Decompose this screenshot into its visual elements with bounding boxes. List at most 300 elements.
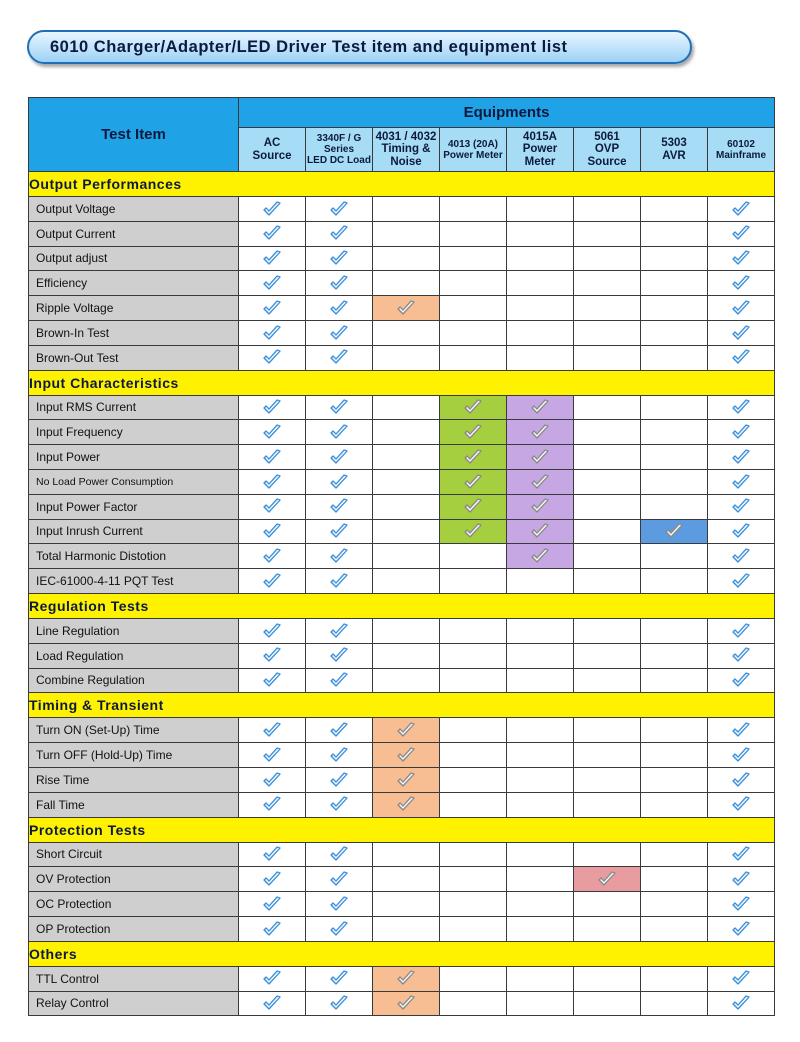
check-cell: [440, 469, 507, 494]
checkmark-icon: [262, 398, 282, 415]
check-cell: [708, 469, 775, 494]
test-item-label: OP Protection: [29, 916, 239, 941]
check-cell: [239, 916, 306, 941]
empty-cell: [574, 519, 641, 544]
check-cell: [239, 643, 306, 668]
table-row: [29, 519, 775, 544]
empty-cell: [641, 345, 708, 370]
equipment-column-header-line: Power Meter: [443, 149, 503, 161]
empty-cell: [373, 916, 440, 941]
checkmark-icon: [329, 398, 349, 415]
test-item-label: Turn OFF (Hold-Up) Time: [29, 743, 239, 768]
checkmark-icon: [731, 796, 751, 813]
check-cell: [306, 718, 373, 743]
equipment-column-header-line: Series: [323, 144, 355, 155]
check-cell: [708, 718, 775, 743]
checkmark-icon: [731, 398, 751, 415]
check-cell: [708, 197, 775, 222]
table-row: [29, 544, 775, 569]
checkmark-icon: [329, 870, 349, 887]
check-cell: [306, 569, 373, 594]
table-row: [29, 494, 775, 519]
check-cell: [708, 767, 775, 792]
empty-cell: [373, 320, 440, 345]
empty-cell: [641, 867, 708, 892]
check-cell: [708, 966, 775, 991]
checkmark-icon: [731, 970, 751, 987]
table-row: [29, 569, 775, 594]
checkmark-icon: [396, 796, 416, 813]
check-cell: [306, 618, 373, 643]
test-item-label: OC Protection: [29, 892, 239, 917]
section-row: [29, 593, 775, 618]
equipment-column-header: [708, 128, 775, 172]
empty-cell: [507, 743, 574, 768]
empty-cell: [641, 395, 708, 420]
equipment-column-header-line: Noise: [390, 155, 422, 168]
empty-cell: [373, 519, 440, 544]
equipment-column-header-line: Source: [252, 149, 292, 162]
checkmark-icon: [329, 796, 349, 813]
equipment-column-header-line: Meter: [524, 155, 556, 168]
test-item-label: No Load Power Consumption: [29, 469, 239, 494]
table-row: [29, 320, 775, 345]
checkmark-icon: [731, 746, 751, 763]
empty-cell: [574, 271, 641, 296]
test-item-label: Output Current: [29, 221, 239, 246]
empty-cell: [440, 246, 507, 271]
test-item-label: Efficiency: [29, 271, 239, 296]
test-item-label: Rise Time: [29, 767, 239, 792]
empty-cell: [574, 569, 641, 594]
check-cell: [708, 395, 775, 420]
equipment-column-header: [373, 128, 440, 172]
test-item-label: Total Harmonic Distotion: [29, 544, 239, 569]
checkmark-icon: [731, 771, 751, 788]
empty-cell: [373, 494, 440, 519]
empty-cell: [440, 718, 507, 743]
equipment-column-header-line: 4015A: [523, 130, 557, 143]
checkmark-icon: [463, 423, 483, 440]
empty-cell: [373, 395, 440, 420]
empty-cell: [574, 445, 641, 470]
empty-cell: [574, 246, 641, 271]
empty-cell: [641, 743, 708, 768]
empty-cell: [440, 197, 507, 222]
empty-cell: [507, 991, 574, 1016]
checkmark-icon: [731, 423, 751, 440]
check-cell: [239, 892, 306, 917]
checkmark-icon: [329, 423, 349, 440]
test-item-label: Line Regulation: [29, 618, 239, 643]
equipment-column-header-line: Power: [522, 143, 558, 156]
check-cell: [306, 668, 373, 693]
checkmark-icon: [329, 746, 349, 763]
checkmark-icon: [731, 522, 751, 539]
checkmark-icon: [262, 870, 282, 887]
empty-cell: [641, 792, 708, 817]
empty-cell: [641, 197, 708, 222]
empty-cell: [507, 296, 574, 321]
empty-cell: [574, 494, 641, 519]
empty-cell: [373, 643, 440, 668]
checkmark-icon: [731, 920, 751, 937]
check-cell: [373, 991, 440, 1016]
table-row: [29, 966, 775, 991]
empty-cell: [574, 544, 641, 569]
checkmark-icon: [329, 522, 349, 539]
checkmark-icon: [731, 572, 751, 589]
check-cell: [306, 842, 373, 867]
section-row: [29, 370, 775, 395]
test-item-label: OV Protection: [29, 867, 239, 892]
check-cell: [708, 842, 775, 867]
section-title: Regulation Tests: [29, 593, 775, 618]
checkmark-icon: [396, 970, 416, 987]
checkmark-icon: [329, 473, 349, 490]
empty-cell: [641, 718, 708, 743]
checkmark-icon: [463, 473, 483, 490]
check-cell: [708, 320, 775, 345]
table-row: [29, 867, 775, 892]
equipment-column-header: [574, 128, 641, 172]
checkmark-icon: [731, 448, 751, 465]
empty-cell: [440, 320, 507, 345]
checkmark-icon: [262, 920, 282, 937]
empty-cell: [574, 420, 641, 445]
checkmark-icon: [396, 771, 416, 788]
empty-cell: [373, 445, 440, 470]
test-item-label: Input Frequency: [29, 420, 239, 445]
checkmark-icon: [463, 448, 483, 465]
checkmark-icon: [530, 547, 550, 564]
check-cell: [239, 395, 306, 420]
check-cell: [708, 420, 775, 445]
empty-cell: [373, 618, 440, 643]
empty-cell: [574, 395, 641, 420]
empty-cell: [373, 842, 440, 867]
equipment-column-header: [306, 128, 373, 172]
test-item-label: Input Inrush Current: [29, 519, 239, 544]
check-cell: [306, 271, 373, 296]
table-row: [29, 345, 775, 370]
checkmark-icon: [664, 522, 684, 539]
checkmark-icon: [262, 299, 282, 316]
empty-cell: [574, 718, 641, 743]
check-cell: [306, 469, 373, 494]
empty-cell: [641, 494, 708, 519]
checkmark-icon: [731, 274, 751, 291]
check-cell: [306, 991, 373, 1016]
check-cell: [708, 296, 775, 321]
check-cell: [306, 892, 373, 917]
checkmark-icon: [530, 522, 550, 539]
checkmark-icon: [463, 522, 483, 539]
empty-cell: [507, 916, 574, 941]
equipment-column-header: [507, 128, 574, 172]
checkmark-icon: [262, 622, 282, 639]
empty-cell: [373, 569, 440, 594]
checkmark-icon: [262, 498, 282, 515]
empty-cell: [440, 296, 507, 321]
test-item-label: IEC-61000-4-11 PQT Test: [29, 569, 239, 594]
check-cell: [239, 618, 306, 643]
check-cell: [373, 296, 440, 321]
table-row: [29, 296, 775, 321]
check-cell: [239, 469, 306, 494]
check-cell: [708, 221, 775, 246]
empty-cell: [574, 792, 641, 817]
equipment-column-header-line: Timing &: [381, 143, 431, 156]
empty-cell: [507, 221, 574, 246]
checkmark-icon: [530, 423, 550, 440]
check-cell: [708, 991, 775, 1016]
check-cell: [239, 842, 306, 867]
check-cell: [708, 445, 775, 470]
empty-cell: [373, 246, 440, 271]
page-title: 6010 Charger/Adapter/LED Driver Test item and equipment list: [50, 37, 568, 56]
check-cell: [239, 718, 306, 743]
checkmark-icon: [329, 994, 349, 1011]
check-cell: [708, 792, 775, 817]
check-cell: [306, 916, 373, 941]
checkmark-icon: [262, 647, 282, 664]
checkmark-icon: [262, 671, 282, 688]
check-cell: [708, 569, 775, 594]
empty-cell: [373, 345, 440, 370]
empty-cell: [641, 991, 708, 1016]
check-cell: [239, 197, 306, 222]
empty-cell: [373, 544, 440, 569]
checkmark-icon: [530, 473, 550, 490]
check-cell: [708, 668, 775, 693]
empty-cell: [373, 197, 440, 222]
equipment-column-header-line: AC: [263, 136, 281, 149]
checkmark-icon: [731, 994, 751, 1011]
table-row: [29, 792, 775, 817]
table-row: [29, 246, 775, 271]
check-cell: [440, 420, 507, 445]
check-cell: [306, 519, 373, 544]
empty-cell: [641, 246, 708, 271]
test-item-label: Relay Control: [29, 991, 239, 1016]
empty-cell: [574, 991, 641, 1016]
check-cell: [239, 420, 306, 445]
empty-cell: [440, 892, 507, 917]
checkmark-icon: [329, 299, 349, 316]
empty-cell: [574, 618, 641, 643]
test-item-label: Output Voltage: [29, 197, 239, 222]
check-cell: [507, 519, 574, 544]
checkmark-icon: [329, 771, 349, 788]
checkmark-icon: [597, 870, 617, 887]
equipment-column-header-line: LED DC Load: [307, 155, 371, 166]
checkmark-icon: [262, 448, 282, 465]
checkmark-icon: [731, 200, 751, 217]
empty-cell: [440, 743, 507, 768]
checkmark-icon: [463, 498, 483, 515]
empty-cell: [440, 867, 507, 892]
equipment-column-header-line: 4031 / 4032: [375, 130, 437, 143]
check-cell: [306, 767, 373, 792]
empty-cell: [574, 296, 641, 321]
checkmark-icon: [329, 970, 349, 987]
checkmark-icon: [329, 895, 349, 912]
equipment-column-header-line: 3340F / G: [316, 133, 362, 144]
equipment-column-header: [440, 128, 507, 172]
empty-cell: [440, 792, 507, 817]
empty-cell: [641, 320, 708, 345]
test-item-label: Input Power Factor: [29, 494, 239, 519]
empty-cell: [373, 668, 440, 693]
checkmark-icon: [262, 423, 282, 440]
check-cell: [708, 916, 775, 941]
empty-cell: [507, 892, 574, 917]
table-row: [29, 395, 775, 420]
check-cell: [306, 792, 373, 817]
test-item-label: Output adjust: [29, 246, 239, 271]
checkmark-icon: [329, 721, 349, 738]
section-row: [29, 941, 775, 966]
check-cell: [440, 519, 507, 544]
table-row: [29, 892, 775, 917]
empty-cell: [641, 668, 708, 693]
empty-cell: [507, 345, 574, 370]
check-cell: [373, 718, 440, 743]
test-item-header: Test Item: [29, 98, 239, 172]
table-row: [29, 916, 775, 941]
check-cell: [306, 221, 373, 246]
table-body: [29, 172, 775, 1016]
check-cell: [507, 544, 574, 569]
checkmark-icon: [262, 572, 282, 589]
empty-cell: [440, 221, 507, 246]
checkmark-icon: [329, 671, 349, 688]
empty-cell: [507, 320, 574, 345]
table-row: [29, 767, 775, 792]
equipment-column-header-line: Source: [587, 155, 627, 168]
checkmark-icon: [530, 448, 550, 465]
empty-cell: [507, 197, 574, 222]
empty-cell: [507, 792, 574, 817]
empty-cell: [574, 767, 641, 792]
checkmark-icon: [262, 845, 282, 862]
checkmark-icon: [530, 398, 550, 415]
test-item-label: Combine Regulation: [29, 668, 239, 693]
check-cell: [239, 445, 306, 470]
equipment-column-header-line: 5061: [594, 130, 620, 143]
check-cell: [239, 867, 306, 892]
checkmark-icon: [731, 845, 751, 862]
check-cell: [306, 743, 373, 768]
section-title: Input Characteristics: [29, 370, 775, 395]
empty-cell: [507, 668, 574, 693]
checkmark-icon: [329, 200, 349, 217]
equipment-column-header-line: 5303: [661, 136, 687, 149]
empty-cell: [507, 271, 574, 296]
check-cell: [708, 892, 775, 917]
checkmark-icon: [329, 349, 349, 366]
empty-cell: [440, 618, 507, 643]
check-cell: [641, 519, 708, 544]
check-cell: [239, 221, 306, 246]
check-cell: [306, 445, 373, 470]
checkmark-icon: [329, 622, 349, 639]
checkmark-icon: [731, 324, 751, 341]
check-cell: [708, 544, 775, 569]
empty-cell: [641, 469, 708, 494]
checkmark-icon: [463, 398, 483, 415]
page-title-banner: [27, 30, 692, 64]
check-cell: [507, 494, 574, 519]
check-cell: [306, 197, 373, 222]
checkmark-icon: [262, 200, 282, 217]
empty-cell: [440, 991, 507, 1016]
empty-cell: [574, 668, 641, 693]
checkmark-icon: [731, 721, 751, 738]
check-cell: [373, 792, 440, 817]
check-cell: [708, 519, 775, 544]
empty-cell: [641, 420, 708, 445]
equipment-column-header-line: AVR: [662, 149, 686, 162]
check-cell: [306, 966, 373, 991]
empty-cell: [373, 221, 440, 246]
empty-cell: [641, 544, 708, 569]
empty-cell: [507, 718, 574, 743]
check-cell: [306, 867, 373, 892]
check-cell: [708, 271, 775, 296]
empty-cell: [641, 892, 708, 917]
table-row: [29, 469, 775, 494]
checkmark-icon: [731, 622, 751, 639]
check-cell: [708, 494, 775, 519]
checkmark-icon: [329, 547, 349, 564]
empty-cell: [440, 643, 507, 668]
checkmark-icon: [329, 324, 349, 341]
section-title: Timing & Transient: [29, 693, 775, 718]
empty-cell: [641, 618, 708, 643]
test-item-label: Input RMS Current: [29, 395, 239, 420]
table-row: [29, 420, 775, 445]
check-cell: [239, 792, 306, 817]
checkmark-icon: [396, 994, 416, 1011]
check-cell: [440, 494, 507, 519]
empty-cell: [641, 445, 708, 470]
empty-cell: [440, 544, 507, 569]
check-cell: [708, 643, 775, 668]
checkmark-icon: [262, 522, 282, 539]
checkmark-icon: [731, 870, 751, 887]
check-cell: [239, 296, 306, 321]
check-cell: [239, 743, 306, 768]
empty-cell: [574, 469, 641, 494]
empty-cell: [574, 345, 641, 370]
checkmark-icon: [329, 448, 349, 465]
section-title: Protection Tests: [29, 817, 775, 842]
empty-cell: [440, 271, 507, 296]
check-cell: [239, 767, 306, 792]
check-cell: [239, 320, 306, 345]
empty-cell: [641, 966, 708, 991]
check-cell: [306, 296, 373, 321]
check-cell: [239, 966, 306, 991]
empty-cell: [641, 842, 708, 867]
table-row: [29, 221, 775, 246]
table-row: [29, 618, 775, 643]
check-cell: [708, 743, 775, 768]
test-item-label: Short Circuit: [29, 842, 239, 867]
empty-cell: [373, 469, 440, 494]
